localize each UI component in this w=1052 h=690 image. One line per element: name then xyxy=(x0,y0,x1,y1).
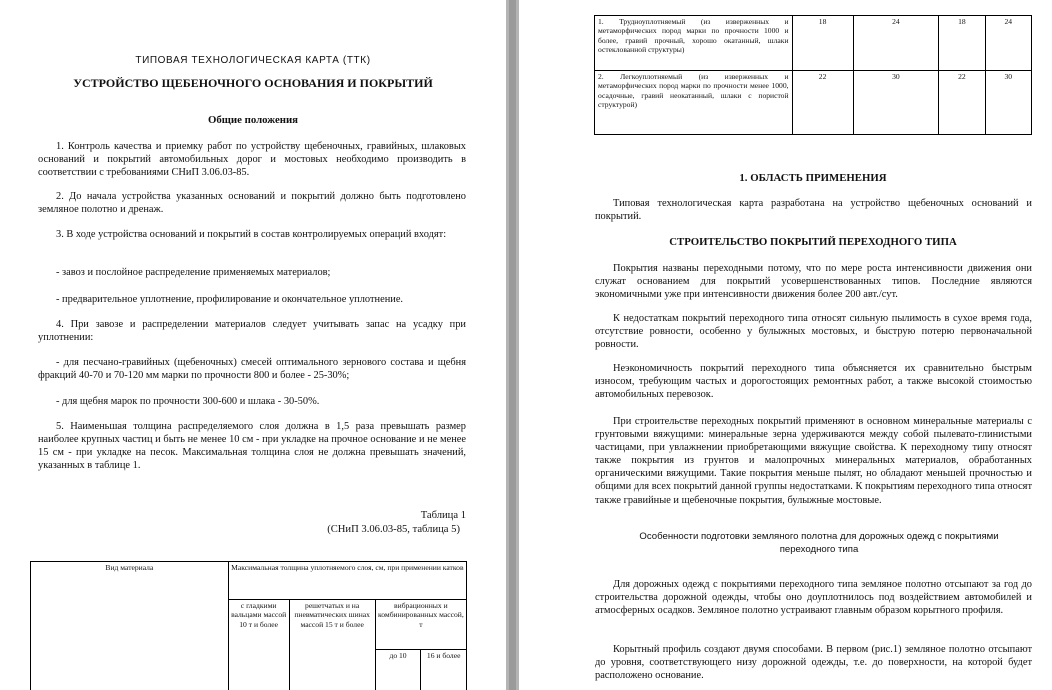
paragraph-r1: Покрытия названы переходными потому, что по мере роста интенсивности движения они служат основанием для покрытий усовершенствованных типов. Последние являются экономичными уже при интенсивности движения более 200 авт./сут. xyxy=(595,263,1032,301)
header-16-plus: 16 и более xyxy=(421,650,467,690)
row-2-c1: 22 xyxy=(792,71,853,135)
paragraph-r5: Для дорожных одежд с покрытиями переходного типа земляное полотно отсыпают за год до строительства дорожной одежды, чтобы оно доуплотнилось под воздействием автомобилей и атмосферных осадков. Земляное полотно устраивают главным образом корытного профиля. xyxy=(595,579,1032,617)
table-1-header xyxy=(30,561,467,690)
header-smooth-roller: с гладкими вальцами массой 10 т и более xyxy=(228,600,289,690)
paragraph-4: 4. При завозе и распределении материалов следует учитывать запас на усадку при уплотнении: xyxy=(38,319,466,344)
list-item-4b: - для щебня марок по прочности 300-600 и шлака - 30-50%. xyxy=(56,396,320,407)
row-2-c2: 30 xyxy=(853,71,939,135)
paragraph-2: 2. До начала устройства указанных оснований и покрытий должно быть подготовлено земляное полотно и дренаж. xyxy=(38,191,466,216)
paragraph-scope: Типовая технологическая карта разработана на устройство щебеночных оснований и покрытий. xyxy=(595,198,1032,223)
table-row xyxy=(595,16,1032,71)
paragraph-3: 3. В ходе устройства оснований и покрытий в состав контролируемых операций входят: xyxy=(56,229,447,240)
row-1-c1: 18 xyxy=(792,16,853,71)
row-1-c3: 18 xyxy=(939,16,985,71)
document-page-left xyxy=(0,0,506,690)
list-item-4a: - для песчано-гравийных (щебеночных) смесей оптимального зернового состава и щебня фракций 40-70 и 70-120 мм марки по прочности 800 и более - 25-30%; xyxy=(38,357,466,382)
scrollbar[interactable] xyxy=(509,0,516,690)
list-item-3a: - завоз и послойное распределение применяемых материалов; xyxy=(56,267,331,278)
heading-transitional: СТРОИТЕЛЬСТВО ПОКРЫТИЙ ПЕРЕХОДНОГО ТИПА xyxy=(669,236,957,248)
document-page-right xyxy=(519,0,1052,690)
list-item-3b: - предварительное уплотнение, профилирование и окончательное уплотнение. xyxy=(56,294,404,305)
row-1-desc: 1. Трудноуплотняемый (из изверженных и метаморфических пород марки по прочности 1000 и более, гравий прочный, хорошо окатанный, шлаки остеклованной структуры) xyxy=(595,16,793,71)
subheading-roadbed: Особенности подготовки земляного полотна для дорожных одежд с покрытиями переходного типа xyxy=(639,531,999,555)
paragraph-r3: Неэкономичность покрытий переходного типа объясняется их сравнительно быстрым износом, требующим частых и дорогостоящих ремонтных работ, а также высокой стоимостью автомобильных перевозок. xyxy=(595,363,1032,401)
header-max-thickness: Максимальная толщина уплотняемого слоя, см, при применении катков xyxy=(228,562,466,600)
paragraph-r4: При строительстве переходных покрытий применяют в основном минеральные материалы с грунтовыми вяжущими: минеральные зерна удерживаются между собой пылевато-глинистыми частицами, при увлажнении приобретающими вяжущие свойства. К переходному типу относят также покрытия из грунтов и малопрочных минеральных материалов, обработанных органическими вяжущими. Такие покрытия меньше пылят, но обладают меньшей прочностью и общими для всех покрытий данной группы недостатками. К покрытиям переходного типа относят также гравийные и щебеночные покрытия, булыжные мостовые. xyxy=(595,416,1032,506)
paragraph-r6: Корытный профиль создают двумя способами. В первом (рис.1) земляное полотно отсыпают до уровня, соответствующего низу дорожной одежды, т.е. до поверхности, на которой будет расположено основание. xyxy=(595,644,1032,682)
row-2-desc: 2. Легкоуплотняемый (из изверженных и метаморфических пород марки по прочности менее 1000, осадочные, гравий неокатанный, шлаки с пористой структурой) xyxy=(595,71,793,135)
doc-type-heading: ТИПОВАЯ ТЕХНОЛОГИЧЕСКАЯ КАРТА (ТТК) xyxy=(135,55,371,66)
row-2-c4: 30 xyxy=(985,71,1031,135)
header-pneumatic-roller: решетчатых и на пневматических шинах массой 15 т и более xyxy=(289,600,375,690)
heading-scope: 1. ОБЛАСТЬ ПРИМЕНЕНИЯ xyxy=(739,172,887,184)
paragraph-1: 1. Контроль качества и приемку работ по устройству щебеночных, гравийных, шлаковых оснований и покрытий автомобильных дорог и мостовых необходимо производить в соответствии с требованиями СНиП 3.06.03-85. xyxy=(38,141,466,179)
table-label: Таблица 1 xyxy=(420,510,466,521)
table-row xyxy=(595,71,1032,135)
header-up-to-10: до 10 xyxy=(375,650,421,690)
row-1-c4: 24 xyxy=(985,16,1031,71)
paragraph-r2: К недостаткам покрытий переходного типа относят сильную пылимость в сухое время года, отсутствие ровности, особенно у булыжных мостовых, и быструю потерю первоначальной ровности. xyxy=(595,313,1032,351)
section-title: Общие положения xyxy=(207,114,299,126)
header-vibro-roller: вибрационных и комбинированных массой, т xyxy=(375,600,466,650)
table-1-continuation xyxy=(594,15,1032,135)
doc-title: УСТРОЙСТВО ЩЕБЕНОЧНОГО ОСНОВАНИЯ И ПОКРЫТИЙ xyxy=(73,76,433,90)
row-1-c2: 24 xyxy=(853,16,939,71)
row-2-c3: 22 xyxy=(939,71,985,135)
paragraph-5: 5. Наименьшая толщина распределяемого слоя должна в 1,5 раза превышать размер наиболее крупных частиц и быть не менее 10 см - при укладке на прочное основание и не менее 15 см - при укладке на песок. Максимальная толщина слоя не должна превышать значений, указанных в таблице 1. xyxy=(38,421,466,472)
header-material: Вид материала xyxy=(31,562,229,690)
table-source: (СНиП 3.06.03-85, таблица 5) xyxy=(327,524,460,535)
